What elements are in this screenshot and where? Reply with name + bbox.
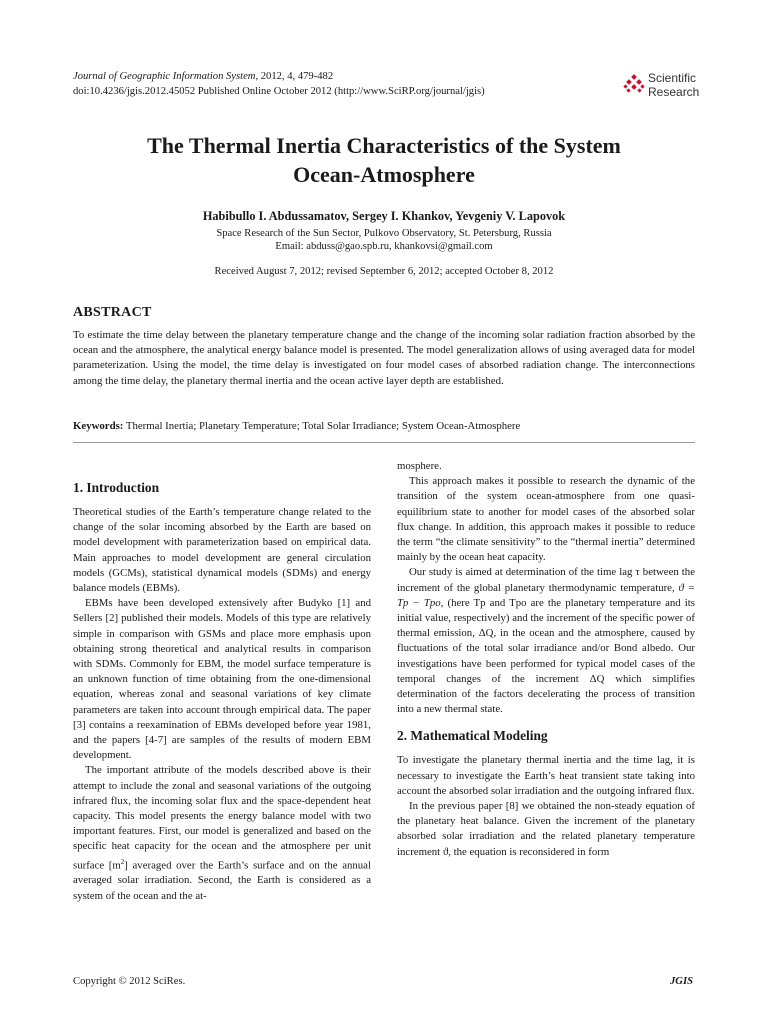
journal-volume-info: , 2012, 4, 479-482 bbox=[255, 71, 334, 82]
publisher-logo bbox=[623, 70, 703, 102]
superscript: 2 bbox=[120, 857, 125, 866]
footer-copyright: Copyright © 2012 SciRes. bbox=[73, 976, 186, 987]
keywords-label: Keywords: bbox=[73, 420, 124, 432]
logo-text bbox=[648, 71, 699, 99]
section-1-heading: 1. Introduction bbox=[73, 480, 160, 495]
affiliation-block bbox=[60, 227, 708, 253]
intro-paragraph-3a: The important attribute of the models described above is their attempt to include the zonal and seasonal variations of the outgoing infrared flux, the incoming solar flux and the space-dependent heat capacity. This model presents the energy balance model with two important features. First, our model is generalized and based on the specific heat capacity for the ocean and the atmosphere per unit surface [m bbox=[73, 764, 371, 872]
journal-name: Journal of Geographic Information System bbox=[73, 71, 256, 82]
title-line-2: Ocean-Atmosphere bbox=[293, 162, 475, 187]
intro-paragraph-5 bbox=[397, 565, 695, 717]
intro-paragraph-4: This approach makes it possible to research the dynamic of the transition of the system ocean-atmosphere from one quasi-equilibrium state to another for model cases of the absorbed solar flux change. In addition, this approach makes it possible to reduce the term “the climate sensitivity” to the “thermal inertia” determined mainly by the ocean heat capacity. bbox=[397, 475, 695, 564]
doi-line[interactable]: doi:10.4236/jgis.2012.45052 Published Online October 2012 (http://www.SciRP.org/journal/jgis) bbox=[73, 86, 485, 97]
modeling-paragraph-2: In the previous paper [8] we obtained the non-steady equation of the planetary heat balance. Given the increment of the planetary absorbed solar irradiation and the related planetary temperature increment ϑ, the equation is reconsidered in form bbox=[397, 800, 695, 858]
authors: Habibullo I. Abdussamatov, Sergey I. Khankov, Yevgeniy V. Lapovok bbox=[202, 209, 566, 223]
paper-title bbox=[60, 131, 708, 189]
scientific-research-logo-icon bbox=[623, 74, 645, 96]
left-column bbox=[73, 479, 371, 904]
right-column bbox=[397, 459, 695, 860]
abstract-heading: ABSTRACT bbox=[73, 305, 152, 320]
keywords bbox=[73, 419, 695, 434]
footer-journal-abbr: JGIS bbox=[670, 976, 693, 987]
journal-citation bbox=[73, 71, 333, 82]
intro-paragraph-3b: ] averaged over the Earth’s surface and on the annual averaged solar irradiation. Second, the Earth is considered as a system of the ocean and the at- bbox=[73, 859, 371, 902]
intro-paragraph-3 bbox=[73, 763, 371, 903]
logo-line-2: Research bbox=[648, 85, 700, 99]
email[interactable]: Email: abduss@gao.spb.ru, khankovsi@gmail.com bbox=[275, 241, 493, 252]
equation-inline: ϑ = Tp − Tpo bbox=[397, 581, 695, 609]
abstract-text: To estimate the time delay between the planetary temperature change and the change of the incoming solar radiation fraction absorbed by the ocean and the atmosphere, the analytical energy balance model is presented. The model generalization allows of using averaged data for model parameterization. Using the model, the time delay is investigated on four model cases of absorbed radiation change. The interconnections among the time delay, the planetary thermal inertia and the ocean active layer depth are established. bbox=[73, 329, 695, 387]
affiliation: Space Research of the Sun Sector, Pulkovo Observatory, St. Petersburg, Russia bbox=[216, 228, 552, 239]
section-2-heading: 2. Mathematical Modeling bbox=[397, 728, 548, 744]
keywords-list: Thermal Inertia; Planetary Temperature; Total Solar Irradiance; System Ocean-Atmosphere bbox=[123, 420, 521, 432]
intro-paragraph-5b: , (here Tp and Tpo are the planetary temperature and its initial value, respectively) and the increment of the specific power of thermal emission, ΔQ, in the ocean and the atmosphere, caused by fluctuations of the total solar irradiance and/or Bond albedo. Our investigations have been performed for typical model cases of the temporal changes of the increment ΔQ which simplifies determination of the factors decelerating the process of transition into a new thermal state. bbox=[397, 596, 695, 716]
received-dates: Received August 7, 2012; revised September 6, 2012; accepted October 8, 2012 bbox=[214, 266, 554, 277]
intro-paragraph-2: EBMs have been developed extensively after Budyko [1] and Sellers [2] published their models. Models of this type are relatively simple in comparison with GSMs and place more emphasis upon obtaining strong theoretical and analytical results in comparison with SDMs. Commonly for EBM, the model surface temperature is an unknown function of time obtaining from the one-dimensional equation, whereas zonal and seasonal variations of key climate parameters are taken into account through empirical data. The paper [3] contains a reexamination of EBMs developed before year 1981, and the papers [4-7] are samples of the results of modern EBM development. bbox=[73, 597, 371, 762]
intro-paragraph-5a: Our study is aimed at determination of the time lag τ between the increment of the global planetary thermodynamic temperature, bbox=[397, 566, 695, 594]
modeling-paragraph-1: To investigate the planetary thermal inertia and the time lag, it is necessary to investigate the Earth’s heat transient state taking into account the absorbed solar irradiation and the outgoing infrared flux. bbox=[397, 754, 695, 797]
logo-line-1: Scientific bbox=[648, 71, 697, 85]
divider bbox=[73, 442, 695, 443]
continuation-text: mosphere. bbox=[397, 460, 442, 472]
intro-paragraph-1: Theoretical studies of the Earth’s temperature change related to the change of the solar incoming absorbed by the Earth are based on model development with parameterization based on empirical data. Main approaches to model development are general circulation models (GCMs), statistical dynamical models (SDMs) and energy balance models (EBMs). bbox=[73, 506, 371, 595]
title-line-1: The Thermal Inertia Characteristics of the System bbox=[147, 133, 621, 158]
